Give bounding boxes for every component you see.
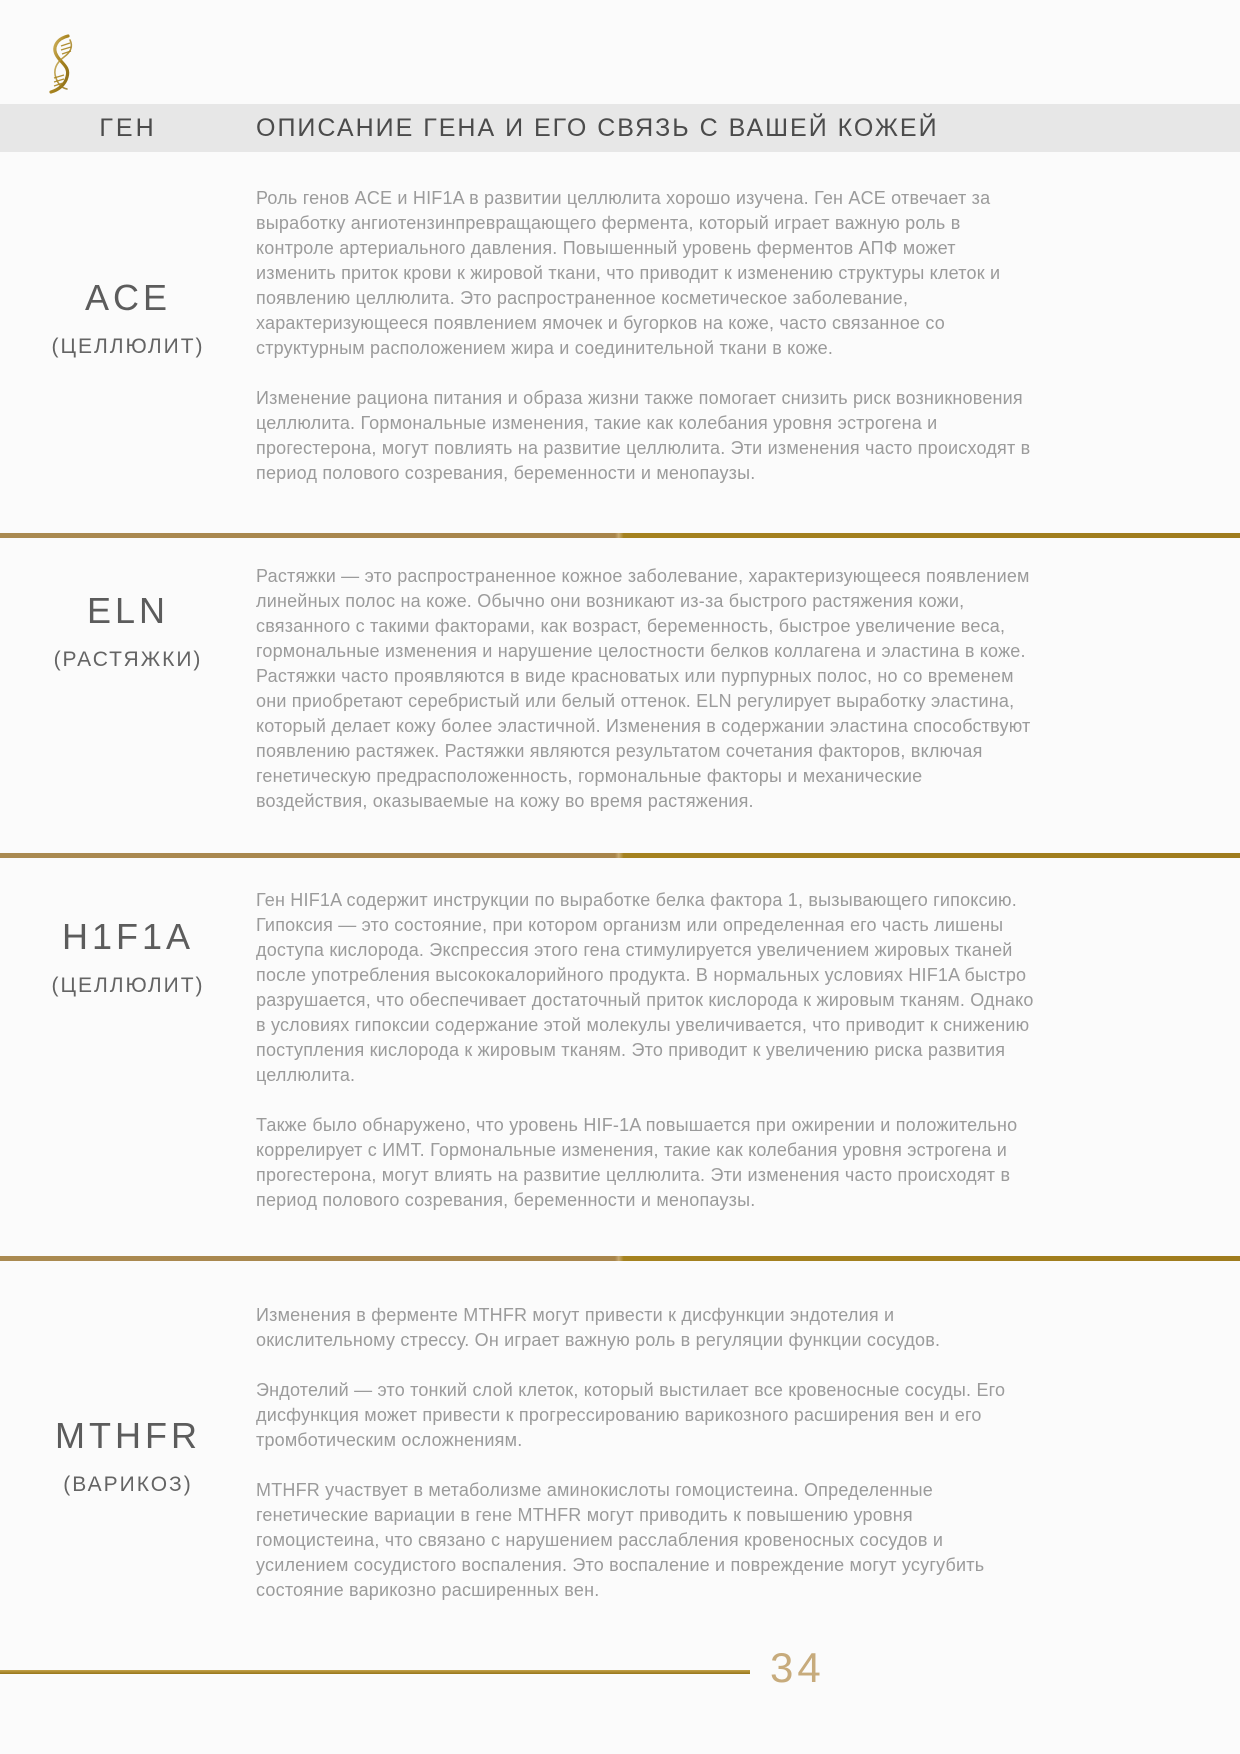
column-header-gene: ГЕН <box>99 113 157 142</box>
table-row-ace <box>0 152 1240 533</box>
paragraph: Роль генов ACE и HIF1A в развитии целлюлита хорошо изучена. Ген ACE отвечает за выработку ангиотензинпревращающего фермента, который играет важную роль в контроле артериального давления. Повышенный уровень ферментов АПФ может изменить приток крови к жировой ткани, что приводит к изменению структуры клеток и появлению целлюлита. Это распространенное косметическое заболевание, характеризующееся появлением ямочек и бугорков на коже, часто связанное со структурным расположением жира и соединительной ткани в коже. <box>256 188 1001 358</box>
description-cell-eln <box>256 538 1046 853</box>
gene-condition-tag: (РАСТЯЖКИ) <box>53 647 203 671</box>
gene-name: ACE <box>84 276 172 318</box>
paragraph: Эндотелий — это тонкий слой клеток, который выстилает все кровеносные сосуды. Его дисфункция может привести к прогрессированию варикозного расширения вен и его тромботическим осложнениям. <box>256 1380 1006 1450</box>
gene-condition-tag: (ЦЕЛЛЮЛИТ) <box>51 974 205 997</box>
gene-cell-mthfr <box>0 1261 256 1650</box>
paragraph: Также было обнаружено, что уровень HIF-1A повышается при ожирении и положительно коррелирует с ИМТ. Гормональные изменения, такие как колебания уровня эстрогена и прогестерона, могут влиять на развитие целлюлита. Эти изменения часто происходят в период полового созревания, беременности и менопаузы. <box>256 1115 1018 1210</box>
page-footer <box>0 1644 1240 1754</box>
table-row-mthfr <box>0 1261 1240 1650</box>
top-margin <box>0 0 1240 104</box>
gene-cell-eln <box>0 538 256 853</box>
table-row-eln <box>0 538 1240 853</box>
gene-condition-tag: (ЦЕЛЛЮЛИТ) <box>51 334 205 358</box>
paragraph: MTHFR участвует в метаболизме аминокислоты гомоцистеина. Определенные генетические вариации в гене MTHFR могут приводить к повышению уровня гомоцистеина, что связано с нарушением расслабления кровеносных сосудов и усилением сосудистого воспаления. Это воспаление и повреждение могут усугубить состояние варикозно расширенных вен. <box>256 1480 985 1600</box>
paragraph: Растяжки — это распространенное кожное заболевание, характеризующееся появлением линейных полос на коже. Обычно они возникают из-за быстрого растяжения кожи, связанного с такими факторами, как возраст, беременность, быстрое увеличение веса, гормональные изменения и нарушение целостности белков коллагена и эластина в коже. Растяжки часто проявляются в виде красноватых или пурпурных полос, но со временем они приобретают серебристый или белый оттенок. ELN регулирует выработку эластина, который делает кожу более эластичной. Изменения в содержании эластина способствуют появлению растяжек. Растяжки являются результатом сочетания факторов, включая генетическую предрасположенность, гормональные факторы и механические воздействия, оказываемые на кожу во время растяжения. <box>256 566 1031 811</box>
column-header-description: ОПИСАНИЕ ГЕНА И ЕГО СВЯЗЬ С ВАШЕЙ КОЖЕЙ <box>256 113 939 142</box>
description-cell-ace <box>256 152 1046 533</box>
paragraph: Изменения в ферменте MTHFR могут привести к дисфункции эндотелия и окислительному стрессу. Он играет важную роль в регуляции функции сосудов. <box>256 1305 941 1350</box>
page-number: 34 <box>770 1644 825 1691</box>
dna-logo-icon <box>46 34 80 96</box>
gene-name: ELN <box>86 589 170 631</box>
description-cell-mthfr <box>256 1261 1046 1650</box>
gene-cell-h1f1a <box>0 858 256 1256</box>
gene-name: MTHFR <box>55 1414 201 1456</box>
table-row-h1f1a <box>0 858 1240 1256</box>
paragraph: Изменение рациона питания и образа жизни также помогает снизить риск возникновения целлюлита. Гормональные изменения, такие как колебания уровня эстрогена и прогестерона, могут повлиять на развитие целлюлита. Эти изменения часто происходят в период полового созревания, беременности и менопаузы. <box>256 388 1031 483</box>
footer-gold-line <box>0 1670 750 1674</box>
description-cell-h1f1a <box>256 858 1046 1256</box>
gene-name: H1F1A <box>61 916 195 957</box>
paragraph: Ген HIF1A содержит инструкции по выработке белка фактора 1, вызывающего гипоксию. Гипоксия — это состояние, при котором организм или определенная его часть лишены доступа кислорода. Экспрессия этого гена стимулируется увеличением жировых тканей после употребления высококалорийного продукта. В нормальных условиях HIF1A быстро разрушается, что обеспечивает достаточный приток кислорода к жировым тканям. Однако в условиях гипоксии содержание этой молекулы увеличивается, что приводит к снижению поступления кислорода к жировым тканям. Это приводит к увеличению риска развития целлюлита. <box>256 890 1034 1085</box>
gene-cell-ace <box>0 152 256 533</box>
table-header <box>0 104 1240 152</box>
gene-condition-tag: (ВАРИКОЗ) <box>63 1472 193 1496</box>
